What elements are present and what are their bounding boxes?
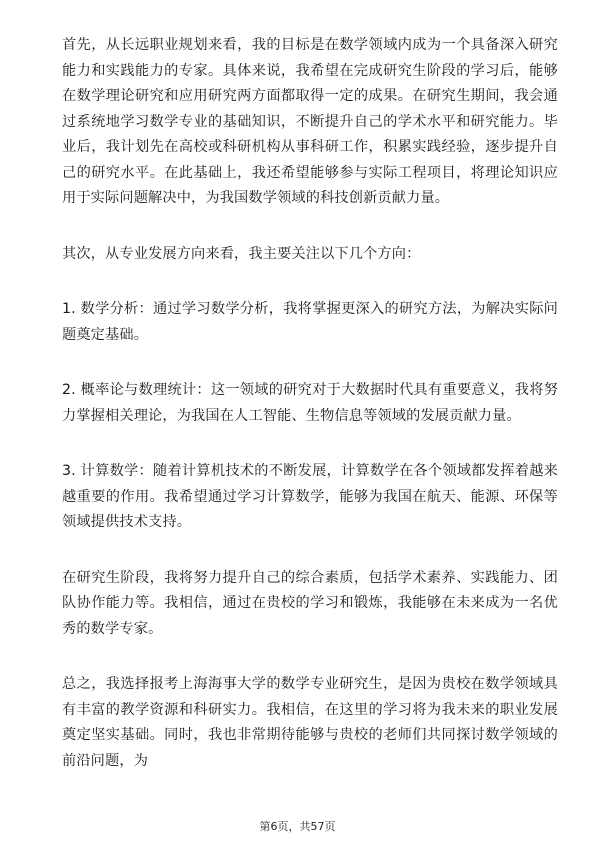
paragraph-graduate-stage: 在研究生阶段，我将努力提升自己的综合素质，包括学术素养、实践能力、团队协作能力等。我相信，通过在贵校的学习和锻炼，我能够在未来成为一名优秀的数学专家。: [62, 569, 558, 637]
paragraph-conclusion: 总之，我选择报考上海海事大学的数学专业研究生，是因为贵校在数学领域具有丰富的教学资源和科研实力。我相信，在这里的学习将为我未来的职业发展奠定坚实基础。同时，我也非常期待能够与贵校的老师们共同探讨数学领域的前沿问题，为: [62, 676, 558, 769]
document-body: [62, 33, 558, 774]
list-item-probability-statistics: 2. 概率论与数理统计：这一领域的研究对于大数据时代具有重要意义，我将努力掌握相关理论，为我国在人工智能、生物信息等领域的发展贡献力量。: [62, 382, 558, 424]
paragraph-career-plan: 首先，从长远职业规划来看，我的目标是在数学领域内成为一个具备深入研究能力和实践能力的专家。具体来说，我希望在完成研究生阶段的学习后，能够在数学理论研究和应用研究两方面都取得一定的成果。在研究生期间，我会通过系统地学习数学专业的基础知识，不断提升自己的学术水平和研究能力。毕业后，我计划先在高校或科研机构从事科研工作，积累实践经验，逐步提升自己的研究水平。在此基础上，我还希望能够参与实际工程项目，将理论知识应用于实际问题解决中，为我国数学领域的科技创新贡献力量。: [62, 37, 558, 206]
paragraph-directions-intro: 其次，从专业发展方向来看，我主要关注以下几个方向：: [62, 245, 421, 262]
list-item-math-analysis: 1. 数学分析：通过学习数学分析，我将掌握更深入的研究方法，为解决实际问题奠定基础。: [62, 301, 558, 343]
list-item-computational-math: 3. 计算数学：随着计算机技术的不断发展，计算数学在各个领域都发挥着越来越重要的作用。我希望通过学习计算数学，能够为我国在航天、能源、环保等领域提供技术支持。: [62, 463, 558, 530]
page-number-footer: 第6页，共57页: [259, 820, 336, 833]
